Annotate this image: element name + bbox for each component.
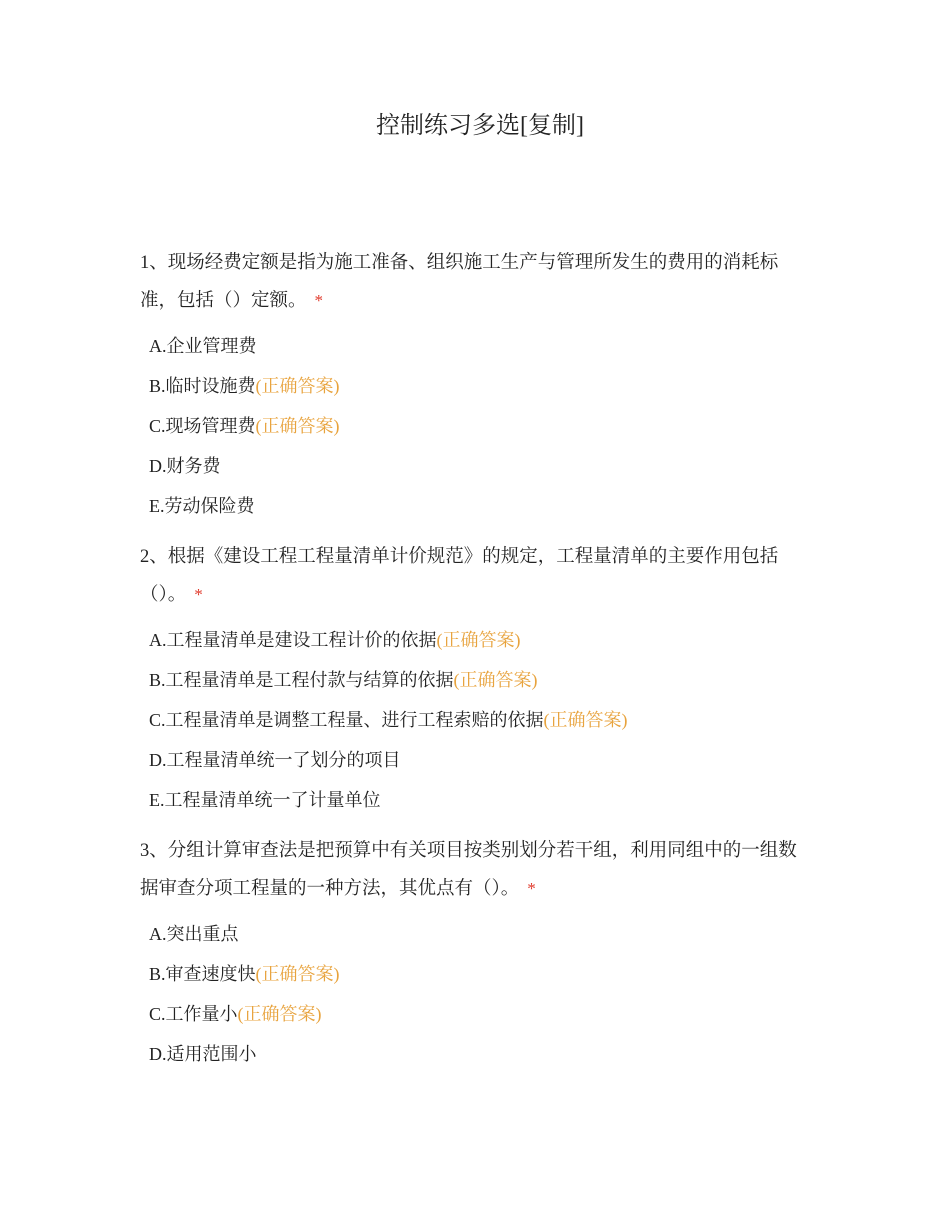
option-item xyxy=(140,780,810,820)
option-label: A.突出重点 xyxy=(149,924,239,944)
option-item xyxy=(140,660,810,700)
question-3 xyxy=(140,832,810,1074)
option-label: D.财务费 xyxy=(149,456,221,476)
option-item xyxy=(140,486,810,526)
option-item xyxy=(140,406,810,446)
option-label: D.适用范围小 xyxy=(149,1044,257,1064)
option-label: B.工程量清单是工程付款与结算的依据 xyxy=(149,670,454,690)
question-stem xyxy=(140,538,810,614)
option-label: B.临时设施费 xyxy=(149,376,256,396)
option-item xyxy=(140,994,810,1034)
required-mark: * xyxy=(314,291,324,310)
option-item xyxy=(140,366,810,406)
question-stem xyxy=(140,832,810,908)
option-item xyxy=(140,620,810,660)
correct-answer-tag: (正确答案) xyxy=(237,1004,322,1024)
option-item xyxy=(140,326,810,366)
question-1 xyxy=(140,244,810,526)
question-list xyxy=(140,244,810,1086)
option-label: A.工程量清单是建设工程计价的依据 xyxy=(149,630,437,650)
option-label: E.劳动保险费 xyxy=(149,496,255,516)
option-label: C.工程量清单是调整工程量、进行工程索赔的依据 xyxy=(149,710,544,730)
question-stem xyxy=(140,244,810,320)
correct-answer-tag: (正确答案) xyxy=(255,964,340,984)
option-label: C.工作量小 xyxy=(149,1004,238,1024)
option-item xyxy=(140,446,810,486)
option-item xyxy=(140,1034,810,1074)
required-mark: * xyxy=(194,585,203,604)
option-label: A.企业管理费 xyxy=(149,336,257,356)
option-item xyxy=(140,700,810,740)
correct-answer-tag: (正确答案) xyxy=(255,376,340,396)
correct-answer-tag: (正确答案) xyxy=(543,710,628,730)
question-text: 3、分组计算审查法是把预算中有关项目按类别划分若干组，利用同组中的一组数据审查分项工程量的一种方法，其优点有（）。 xyxy=(140,841,797,899)
question-text: 1、现场经费定额是指为施工准备、组织施工生产与管理所发生的费用的消耗标准，包括（）定额。 xyxy=(140,253,779,311)
correct-answer-tag: (正确答案) xyxy=(436,630,521,650)
question-text: 2、根据《建设工程工程量清单计价规范》的规定，工程量清单的主要作用包括（）。 xyxy=(140,547,779,605)
question-2 xyxy=(140,538,810,820)
option-label: D.工程量清单统一了划分的项目 xyxy=(149,750,401,770)
correct-answer-tag: (正确答案) xyxy=(453,670,538,690)
required-mark: * xyxy=(527,879,536,898)
option-label: B.审查速度快 xyxy=(149,964,256,984)
option-item xyxy=(140,740,810,780)
option-item xyxy=(140,954,810,994)
option-label: E.工程量清单统一了计量单位 xyxy=(149,790,381,810)
option-item xyxy=(140,914,810,954)
correct-answer-tag: (正确答案) xyxy=(255,416,340,436)
option-label: C.现场管理费 xyxy=(149,416,256,436)
document-title: 控制练习多选[复制] xyxy=(376,113,584,139)
